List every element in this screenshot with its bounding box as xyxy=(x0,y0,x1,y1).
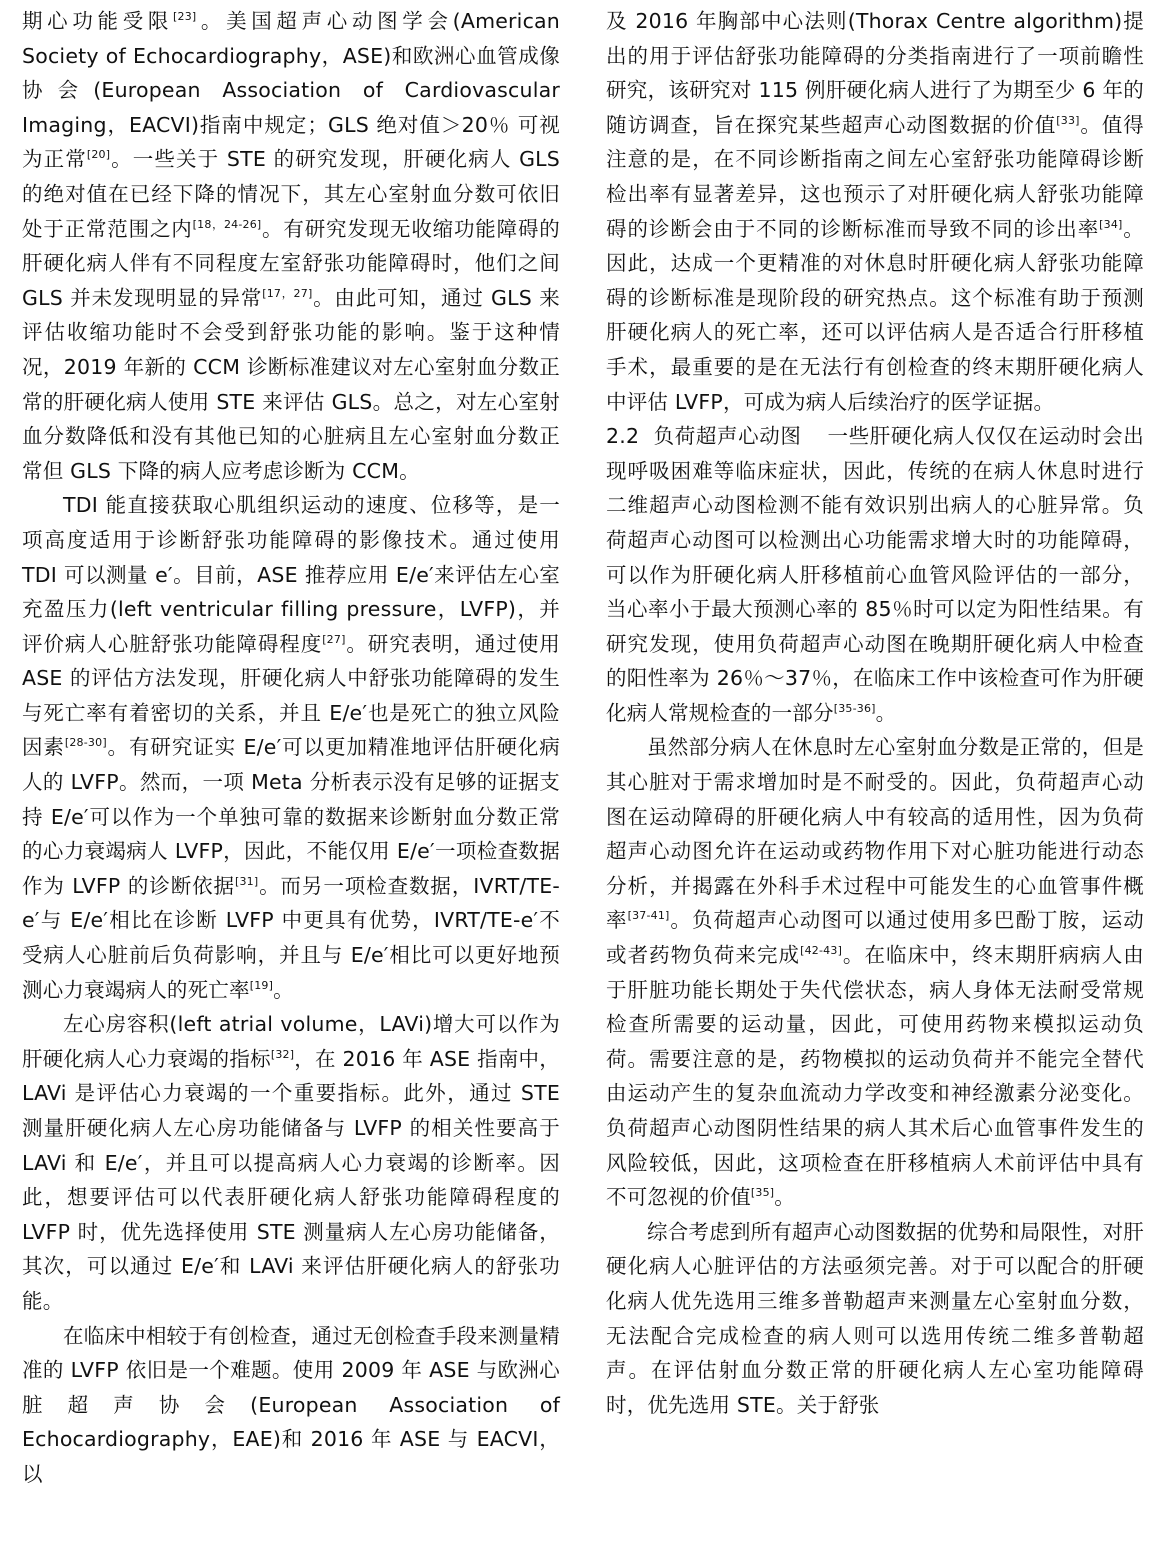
citation[interactable]: [27] xyxy=(322,632,346,646)
citation[interactable]: [35-36] xyxy=(833,701,876,715)
text-run: 。一些关于 STE 的研究发现，肝硬化病人 GLS 的绝对值在已经下降的情况下，其左心室射血分数可依旧处于正常范围之内 xyxy=(22,147,560,241)
citation[interactable]: [34] xyxy=(1099,217,1123,231)
paragraph-left-4 xyxy=(22,1319,560,1492)
citation[interactable]: [20] xyxy=(86,148,111,162)
citation[interactable]: [18，24-26] xyxy=(192,217,262,231)
text-run: 。 xyxy=(774,1185,795,1210)
paragraph-left-1 xyxy=(22,4,560,488)
text-run: 。而另一项检查数据，IVRT/TE-e′与 E/e′相比在诊断 LVFP 中更具有优势，IVRT/TE-e′不受病人心脏前后负荷影响，并且与 E/e′相比可以更好地预测心力衰竭病人的死亡率 xyxy=(22,873,560,1002)
citation[interactable]: [17，27] xyxy=(262,286,313,300)
text-run: 虽然部分病人在休息时左心室射血分数是正常的，但是其心脏对于需求增加时是不耐受的。因此，负荷超声心动图在运动障碍的肝硬化病人中有较高的适用性，因为负荷超声心动图允许在运动或药物作用下对心脏功能进行动态分析，并揭露在外科手术过程中可能发生的心血管事件概率 xyxy=(606,735,1144,933)
text-run: 。在临床中，终末期肝病病人由于肝脏功能长期处于失代偿状态，病人身体无法耐受常规检查所需要的运动量，因此，可使用药物来模拟运动负荷。需要注意的是，药物模拟的运动负荷并不能完全替代由运动产生的复杂血流动力学改变和神经激素分泌变化。负荷超声心动图阴性结果的病人其术后心血管事件发生的风险较低，因此，这项检查在肝移植病人术前评估中具有不可忽视的价值 xyxy=(606,943,1144,1210)
citation[interactable]: [32] xyxy=(270,1047,295,1061)
text-run: 。值得注意的是，在不同诊断指南之间左心室舒张功能障碍诊断检出率有显著差异，这也预示了对肝硬化病人舒张功能障碍的诊断会由于不同的诊断标准而导致不同的诊出率 xyxy=(606,112,1144,241)
text-run: 。有研究证实 E/e′可以更加精准地评估肝硬化病人的 LVFP。然而，一项 Meta 分析表示没有足够的证据支持 E/e′可以作为一个单独可靠的数据来诊断射血分数正常的心力衰竭病人 LVFP，因此，不能仅用 E/e′一项检查数据作为 LVFP 的诊断依据 xyxy=(22,735,560,898)
citation[interactable]: [28-30] xyxy=(64,736,107,750)
text-run: 。 xyxy=(875,700,897,725)
paragraph-left-3 xyxy=(22,1007,560,1318)
text-run: 左心房容积(left atrial volume，LAVi)增大可以作为肝硬化病人心力衰竭的指标 xyxy=(22,1012,560,1071)
section-title: 负荷超声心动图 xyxy=(653,424,802,449)
text-run: TDI 能直接获取心肌组织运动的速度、位移等，是一项高度适用于诊断舒张功能障碍的影像技术。通过使用 TDI 可以测量 e′。目前，ASE 推荐应用 E/e′来评估左心室充盈压力(left ventricular filling pressure，LVFP)，并评价病人心脏舒张功能障碍程度 xyxy=(22,493,560,656)
text-run: 。负荷超声心动图可以通过使用多巴酚丁胺，运动或者药物负荷来完成 xyxy=(606,908,1145,968)
text-run: 。 xyxy=(273,977,294,1002)
text-run: ，在 2016 年 ASE 指南中，LAVi 是评估心力衰竭的一个重要指标。此外，通过 STE 测量肝硬化病人左心房功能储备与 LVFP 的相关性要高于 LAVi 和 E/e′，并且可以提高病人心力衰竭的诊断率。因此，想要评估可以代表肝硬化病人舒张功能障碍程度的 LVFP 时，优先选择使用 STE 测量病人左心房功能储备，其次，可以通过 E/e′和 LAVi 来评估肝硬化病人的舒张功能。 xyxy=(22,1046,560,1313)
citation[interactable]: [19] xyxy=(249,978,274,992)
paragraph-right-2 xyxy=(606,730,1144,1214)
citation[interactable]: [35] xyxy=(750,1186,775,1200)
paragraph-left-2 xyxy=(22,488,560,1007)
section-number: 2.2 xyxy=(606,424,640,449)
paragraph-right-3 xyxy=(606,1215,1144,1423)
right-column xyxy=(606,4,1144,1422)
citation[interactable]: [37-41] xyxy=(627,909,670,923)
text-run: 。美国超声心动图学会(American Society of Echocardiography，ASE)和欧洲心血管成像协会(European Association of Cardiovascular Imaging，EACVI)指南中规定；GLS 绝对值＞20％ 可视为正常 xyxy=(22,9,560,172)
text-run: 在临床中相较于有创检查，通过无创检查手段来测量精准的 LVFP 依旧是一个难题。使用 2009 年 ASE 与欧洲心脏超声协会(European Association of Echocardiography，EAE)和 2016 年 ASE 与 EACVI，以 xyxy=(22,1323,560,1486)
text-run: 一些肝硬化病人仅仅在运动时会出现呼吸困难等临床症状，因此，传统的在病人休息时进行二维超声心动图检测不能有效识别出病人的心脏异常。负荷超声心动图可以检测出心功能需求增大时的功能障碍，可以作为肝硬化病人肝移植前心血管风险评估的一部分，当心率小于最大预测心率的 85％时可以定为阳性结果。有研究发现，使用负荷超声心动图在晚期肝硬化病人中检查的阳性率为 26％～37％，在临床工作中该检查可作为肝硬化病人常规检查的一部分 xyxy=(606,424,1145,725)
section-2-2 xyxy=(606,419,1144,730)
citation[interactable]: [23] xyxy=(173,10,197,23)
text-run: 及 2016 年胸部中心法则(Thorax Centre algorithm)提出的用于评估舒张功能障碍的分类指南进行了一项前瞻性研究，该研究对 115 例肝硬化病人进行了为期至少 6 年的随访调查，旨在探究某些超声心动图数据的价值 xyxy=(606,9,1144,137)
text-run: 。由此可知，通过 GLS 来评估收缩功能时不会受到舒张功能的影响。鉴于这种情况，2019 年新的 CCM 诊断标准建议对左心室射血分数正常的肝硬化病人使用 STE 来评估 GLS。总之，对左心室射血分数降低和没有其他已知的心脏病且左心室射血分数正常但 GLS 下降的病人应考虑诊断为 CCM。 xyxy=(22,285,561,483)
text-run: 期心功能受限 xyxy=(22,9,174,33)
text-run: 。因此，达成一个更精准的对休息时肝硬化病人舒张功能障碍的诊断标准是现阶段的研究热点。这个标准有助于预测肝硬化病人的死亡率，还可以评估病人是否适合行肝移植手术，最重要的是在无法行有创检查的终末期肝硬化病人中评估 LVFP，可成为病人后续治疗的医学证据。 xyxy=(606,216,1144,414)
citation[interactable]: [42-43] xyxy=(800,944,843,958)
paragraph-right-1 xyxy=(606,4,1144,419)
citation[interactable]: [33] xyxy=(1056,113,1080,127)
left-column xyxy=(22,4,560,1492)
citation[interactable]: [31] xyxy=(234,874,259,888)
text-run: 。研究表明，通过使用 ASE 的评估方法发现，肝硬化病人中舒张功能障碍的发生与死亡率有着密切的关系，并且 E/e′也是死亡的独立风险因素 xyxy=(22,631,560,760)
text-run: 综合考虑到所有超声心动图数据的优势和局限性，对肝硬化病人心脏评估的方法亟须完善。对于可以配合的肝硬化病人优先选用三维多普勒超声来测量左心室射血分数，无法配合完成检查的病人则可以选用传统二维多普勒超声。在评估射血分数正常的肝硬化病人左心室功能障碍时，优先选用 STE。关于舒张 xyxy=(606,1219,1144,1417)
text-run: 。有研究发现无收缩功能障碍的肝硬化病人伴有不同程度左室舒张功能障碍时，他们之间 GLS 并未发现明显的异常 xyxy=(22,216,560,310)
